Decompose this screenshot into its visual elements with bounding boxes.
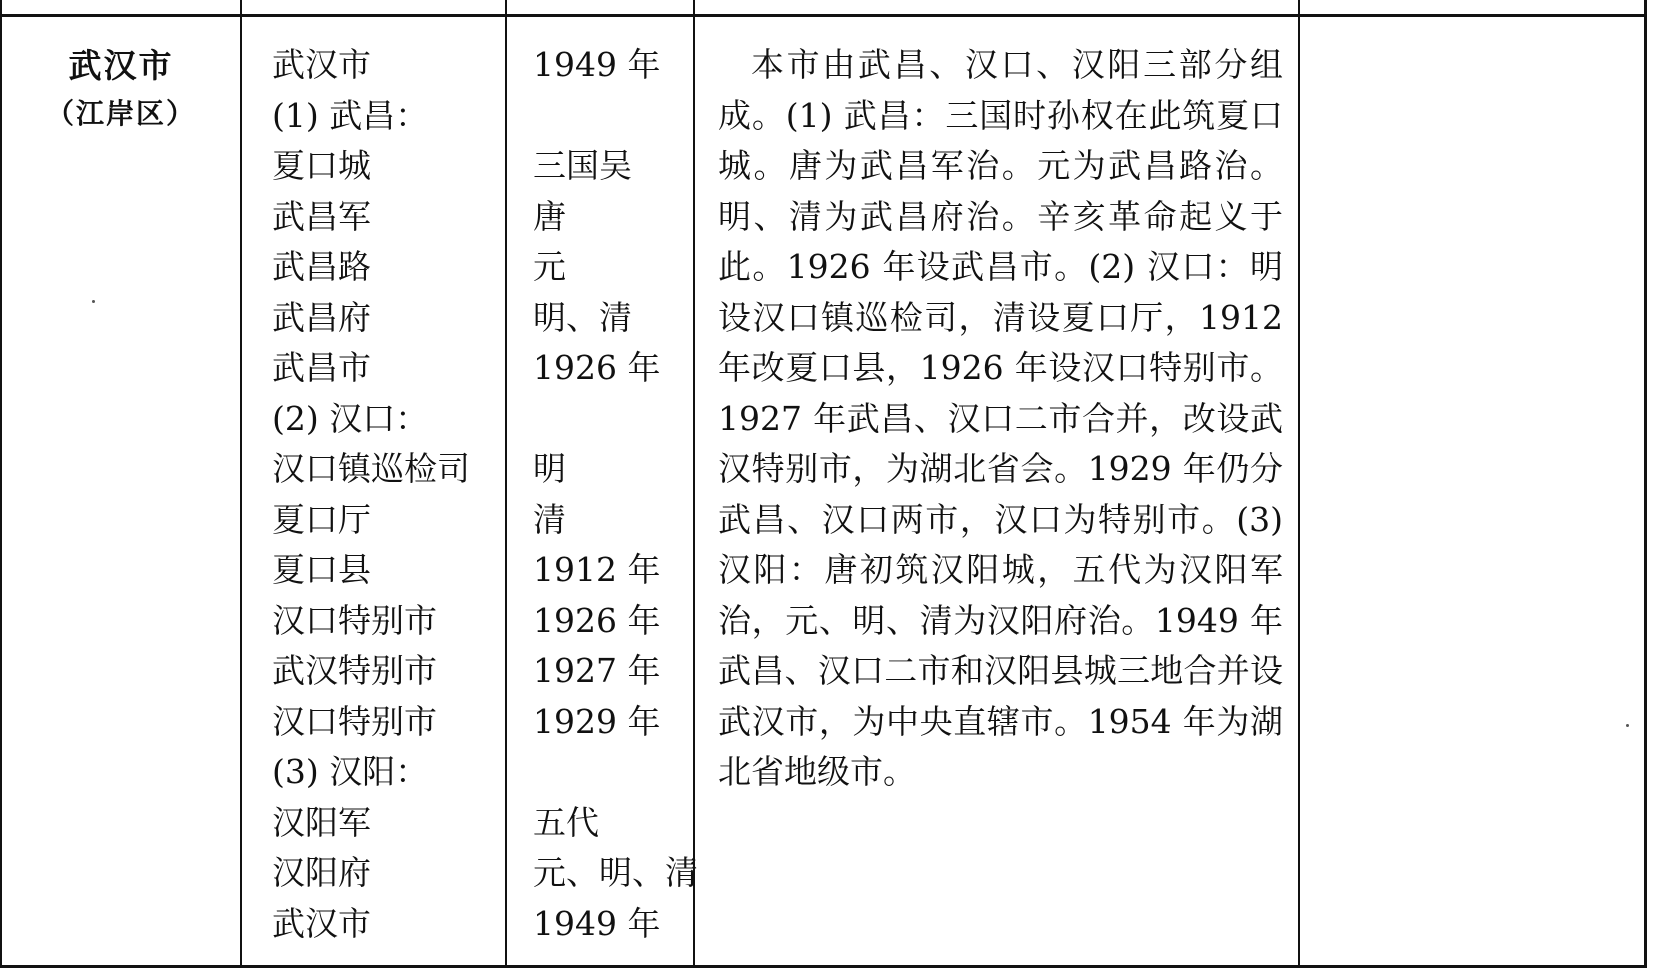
district-name: 武汉市 bbox=[68, 46, 174, 85]
list-item: 五代 bbox=[533, 802, 599, 842]
list-item: 武汉特别市 bbox=[272, 651, 437, 690]
list-item: 1926 年 bbox=[533, 348, 661, 387]
list-item: 武昌军 bbox=[272, 196, 371, 236]
list-item: 唐 bbox=[533, 196, 566, 236]
list-item: 夏口城 bbox=[272, 146, 371, 185]
list-item: 明 bbox=[533, 449, 566, 488]
list-item: 1912 年 bbox=[533, 550, 661, 589]
list-item bbox=[533, 91, 698, 142]
description-cell bbox=[695, 0, 1298, 968]
historical-names-list bbox=[272, 40, 470, 949]
district-zone: （江岸区） bbox=[45, 97, 196, 130]
list-item: (1) 武昌： bbox=[272, 95, 429, 135]
list-item: 武汉市 bbox=[272, 903, 371, 943]
scan-speck bbox=[92, 300, 95, 303]
list-item: (3) 汉阳： bbox=[272, 752, 429, 791]
list-item: 1926 年 bbox=[533, 600, 661, 640]
list-item: 汉口镇巡检司 bbox=[272, 449, 470, 488]
district-name-cell bbox=[2, 0, 240, 968]
scan-speck bbox=[1626, 724, 1629, 727]
list-item: 1949 年 bbox=[533, 903, 661, 943]
list-item: 武汉市 bbox=[272, 45, 371, 84]
list-item: (2) 汉口： bbox=[272, 398, 429, 438]
historical-names-cell bbox=[242, 0, 505, 968]
list-item: 汉口特别市 bbox=[272, 701, 437, 741]
description-text: 本市由武昌、汉口、汉阳三部分组成。(1) 武昌：三国时孙权在此筑夏口城。唐为武昌军治。元为武昌路治。明、清为武昌府治。辛亥革命起义于此。1926 年设武昌市。(2) 汉口：明设汉口镇巡检司，清设夏口厅，1912 年改夏口县，1926 年设汉口特别市。1927 年武昌、汉口二市合并，改设武汉特别市，为湖北省会。1929 年仍分武昌、汉口两市，汉口为特别市。(3) 汉阳：唐初筑汉阳城，五代为汉阳军治，元、明、清为汉阳府治。1949 年武昌、汉口二市和汉阳县城三地合并设武汉市，为中央直辖市。1954 年为湖北省地级市。 bbox=[718, 45, 1283, 791]
historical-eras-list bbox=[533, 40, 698, 949]
list-item bbox=[533, 747, 698, 798]
list-item: 1949 年 bbox=[533, 45, 661, 84]
list-item: 汉阳军 bbox=[272, 802, 371, 842]
list-item: 汉口特别市 bbox=[272, 600, 437, 640]
list-item: 夏口厅 bbox=[272, 499, 371, 539]
list-item: 武昌市 bbox=[272, 348, 371, 387]
list-item: 汉阳府 bbox=[272, 853, 371, 892]
list-item bbox=[533, 394, 698, 445]
historical-eras-cell bbox=[507, 0, 698, 968]
list-item: 元、明、清 bbox=[533, 853, 698, 892]
list-item: 元 bbox=[533, 247, 566, 286]
list-item: 1927 年 bbox=[533, 651, 661, 690]
list-item: 三国吴 bbox=[533, 146, 632, 185]
list-item: 清 bbox=[533, 499, 566, 539]
notes-cell bbox=[1300, 0, 1644, 968]
list-item: 1929 年 bbox=[533, 701, 661, 741]
list-item: 明、清 bbox=[533, 297, 632, 337]
list-item: 夏口县 bbox=[272, 550, 371, 589]
list-item: 武昌府 bbox=[272, 297, 371, 337]
list-item: 武昌路 bbox=[272, 247, 371, 286]
